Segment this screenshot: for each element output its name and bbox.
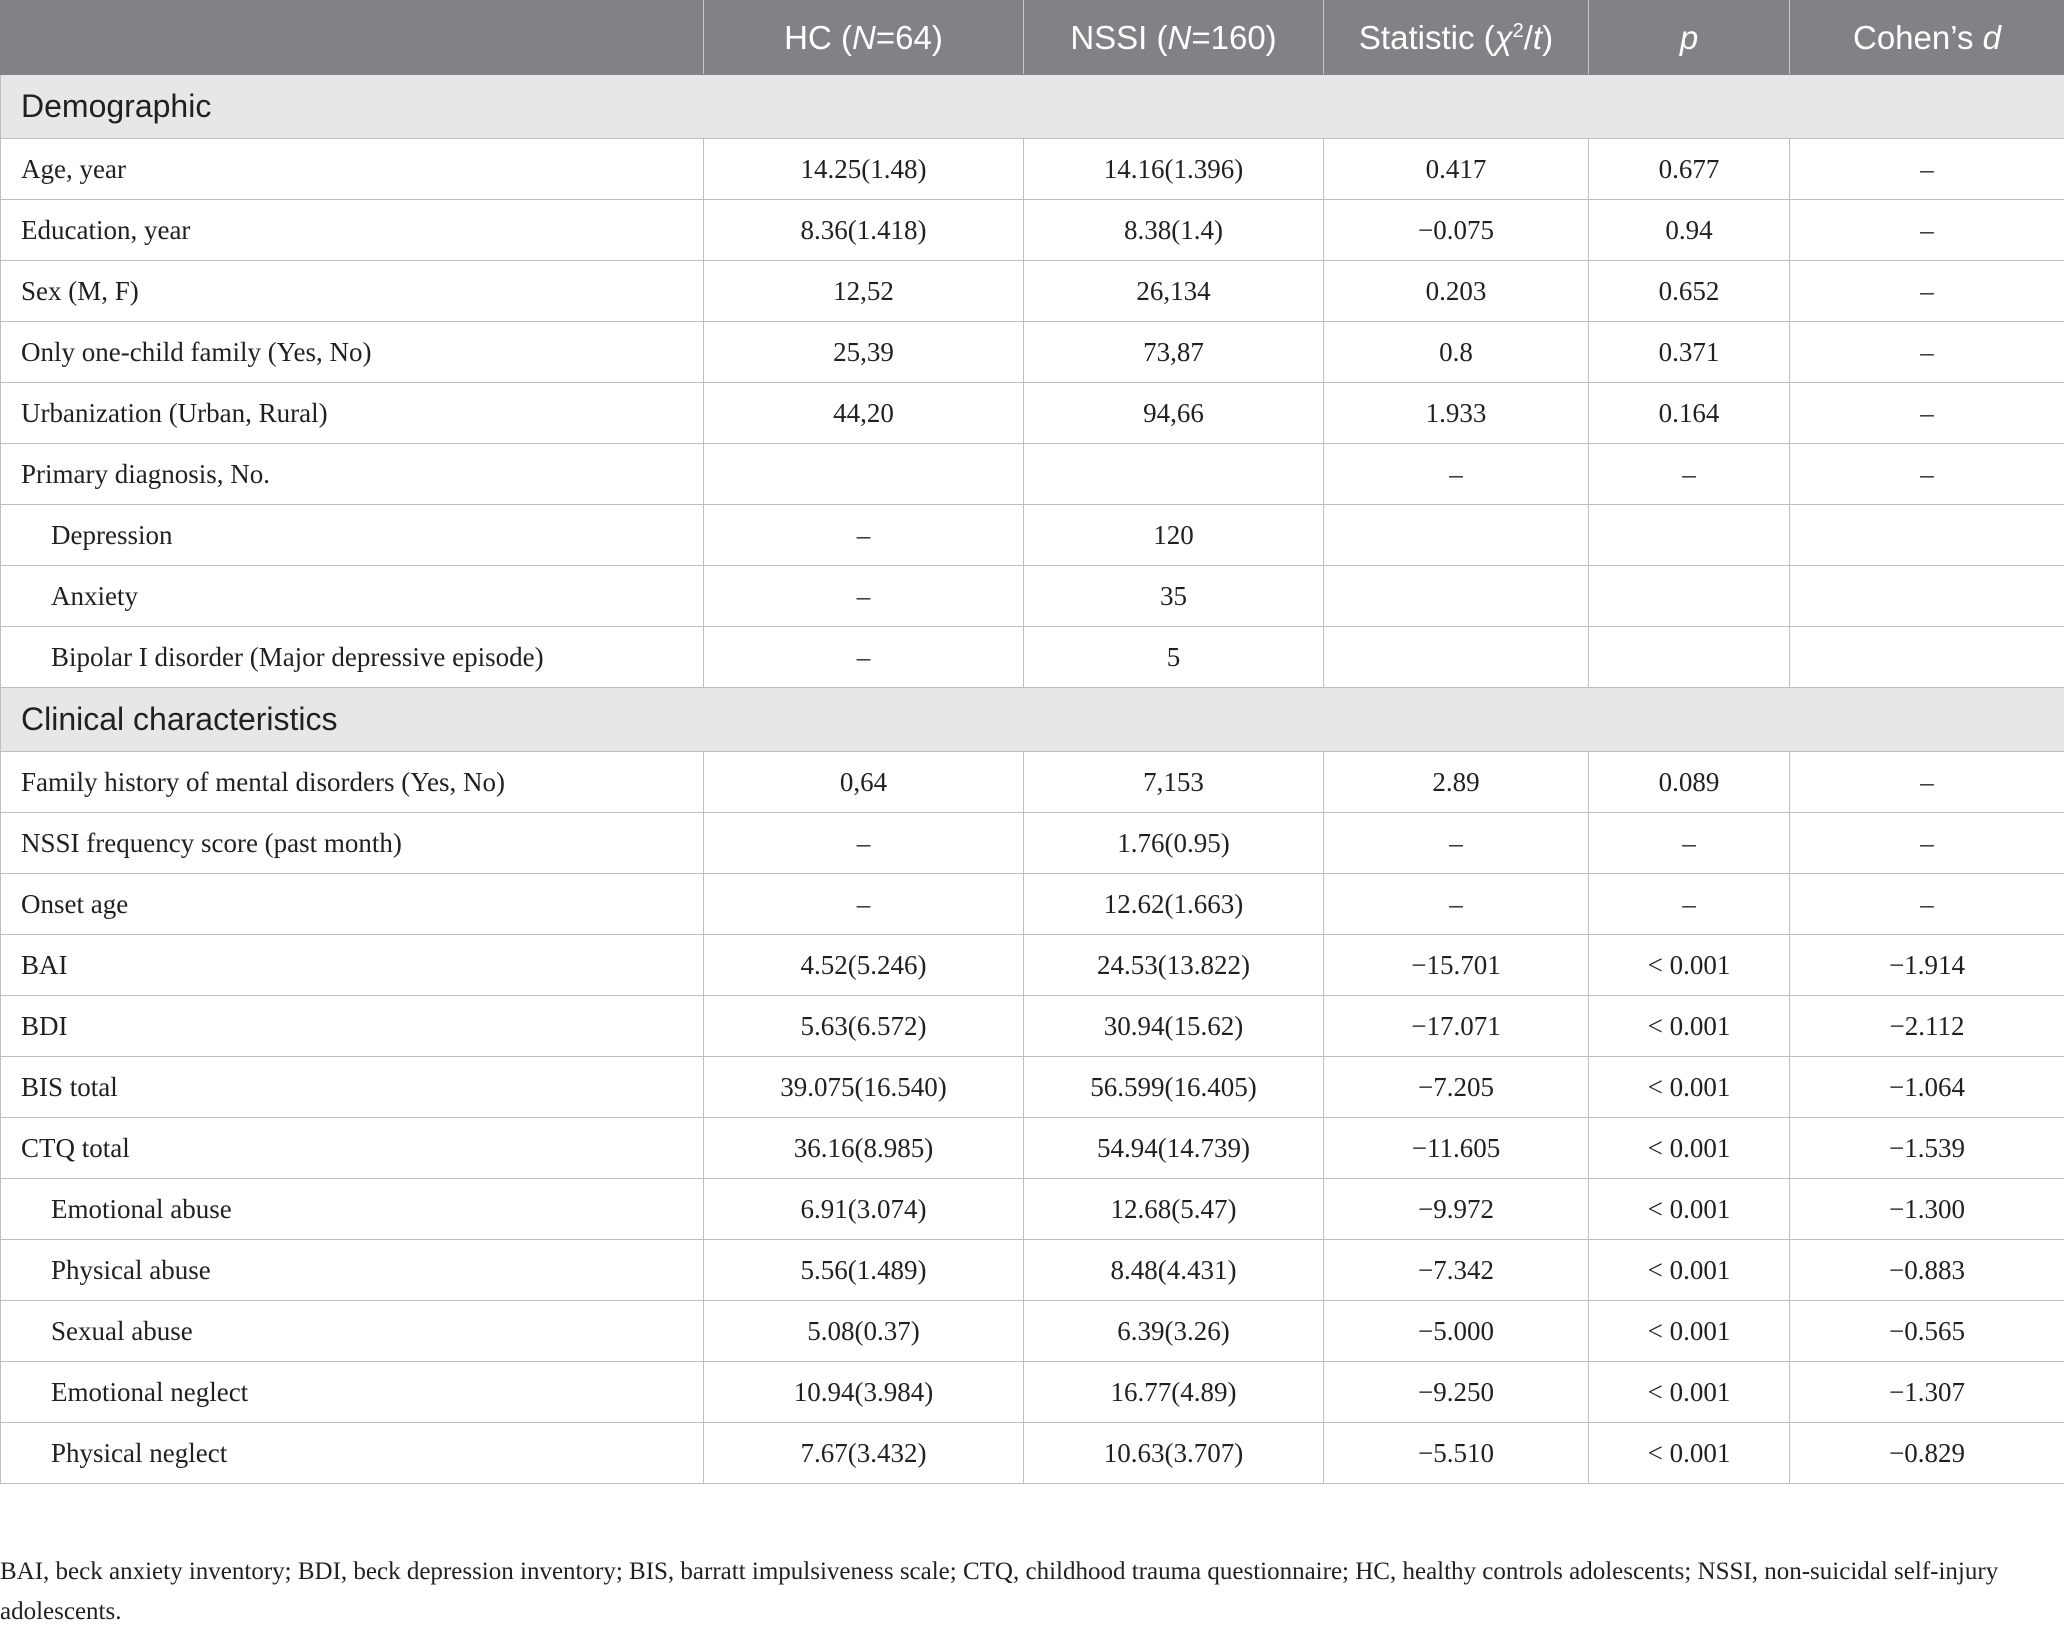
table-row bbox=[1, 200, 2064, 261]
cell-variable: CTQ total bbox=[1, 1118, 704, 1179]
cell-variable: Family history of mental disorders (Yes, No) bbox=[1, 752, 704, 813]
cell-statistic: −17.071 bbox=[1324, 996, 1589, 1057]
cell-statistic: −5.510 bbox=[1324, 1423, 1589, 1484]
table-row bbox=[1, 1362, 2064, 1423]
table-row bbox=[1, 322, 2064, 383]
cell-hc: 12,52 bbox=[704, 261, 1024, 322]
cell-p: < 0.001 bbox=[1589, 1057, 1790, 1118]
header-nssi-prefix: NSSI ( bbox=[1070, 18, 1168, 56]
cell-nssi: 16.77(4.89) bbox=[1024, 1362, 1324, 1423]
table-row bbox=[1, 1179, 2064, 1240]
cell-p: – bbox=[1589, 813, 1790, 874]
cell-p bbox=[1589, 566, 1790, 627]
table-row bbox=[1, 996, 2064, 1057]
cell-statistic: −9.972 bbox=[1324, 1179, 1589, 1240]
cell-nssi: 12.68(5.47) bbox=[1024, 1179, 1324, 1240]
cell-statistic: −7.205 bbox=[1324, 1057, 1589, 1118]
cell-cohen-d: – bbox=[1790, 383, 2064, 444]
cell-statistic: −11.605 bbox=[1324, 1118, 1589, 1179]
cell-cohen-d: – bbox=[1790, 874, 2064, 935]
cell-cohen-d: – bbox=[1790, 200, 2064, 261]
table-row bbox=[1, 813, 2064, 874]
table-footnote: BAI, beck anxiety inventory; BDI, beck depression inventory; BIS, barratt impulsiveness scale; CTQ, childhood trauma questionnaire; HC, healthy controls adolescents; NSSI, non-suicidal self-injury adolescents. bbox=[0, 1558, 1999, 1625]
header-nssi-n: N bbox=[1167, 18, 1192, 56]
header-stat-suffix: ) bbox=[1542, 18, 1554, 56]
cell-nssi: 56.599(16.405) bbox=[1024, 1057, 1324, 1118]
cell-variable: NSSI frequency score (past month) bbox=[1, 813, 704, 874]
cell-p: < 0.001 bbox=[1589, 996, 1790, 1057]
cell-hc: 6.91(3.074) bbox=[704, 1179, 1024, 1240]
cell-variable: Age, year bbox=[1, 139, 704, 200]
table-row bbox=[1, 383, 2064, 444]
cell-cohen-d: – bbox=[1790, 752, 2064, 813]
cell-hc bbox=[704, 444, 1024, 505]
cell-hc: 39.075(16.540) bbox=[704, 1057, 1024, 1118]
cell-nssi: 5 bbox=[1024, 627, 1324, 688]
cell-p: 0.652 bbox=[1589, 261, 1790, 322]
cell-variable: Emotional abuse bbox=[1, 1179, 704, 1240]
table-row bbox=[1, 935, 2064, 996]
cell-statistic: −0.075 bbox=[1324, 200, 1589, 261]
cell-nssi: 120 bbox=[1024, 505, 1324, 566]
cell-cohen-d: −1.914 bbox=[1790, 935, 2064, 996]
cell-variable: Primary diagnosis, No. bbox=[1, 444, 704, 505]
cell-p: < 0.001 bbox=[1589, 1301, 1790, 1362]
cell-nssi: 73,87 bbox=[1024, 322, 1324, 383]
cell-nssi: 8.48(4.431) bbox=[1024, 1240, 1324, 1301]
table-row bbox=[1, 752, 2064, 813]
cell-p: 0.677 bbox=[1589, 139, 1790, 200]
cell-cohen-d: −1.064 bbox=[1790, 1057, 2064, 1118]
cell-p: 0.94 bbox=[1589, 200, 1790, 261]
cell-cohen-d: – bbox=[1790, 261, 2064, 322]
header-p-label: p bbox=[1679, 18, 1699, 56]
cell-nssi: 1.76(0.95) bbox=[1024, 813, 1324, 874]
cell-nssi: 24.53(13.822) bbox=[1024, 935, 1324, 996]
cell-p: – bbox=[1589, 444, 1790, 505]
header-cohen bbox=[1790, 1, 2064, 75]
cell-hc: 5.56(1.489) bbox=[704, 1240, 1024, 1301]
cell-statistic: 2.89 bbox=[1324, 752, 1589, 813]
cell-nssi: 6.39(3.26) bbox=[1024, 1301, 1324, 1362]
header-hc-suffix: =64) bbox=[875, 18, 943, 56]
cell-nssi: 26,134 bbox=[1024, 261, 1324, 322]
table-row bbox=[1, 1240, 2064, 1301]
header-stat-sup: 2 bbox=[1512, 19, 1524, 42]
cell-hc: – bbox=[704, 813, 1024, 874]
table-row bbox=[1, 444, 2064, 505]
cell-nssi: 8.38(1.4) bbox=[1024, 200, 1324, 261]
cell-p bbox=[1589, 505, 1790, 566]
header-variable bbox=[1, 1, 704, 75]
cell-nssi: 10.63(3.707) bbox=[1024, 1423, 1324, 1484]
cell-p: < 0.001 bbox=[1589, 1362, 1790, 1423]
cell-p: 0.164 bbox=[1589, 383, 1790, 444]
cell-hc: 36.16(8.985) bbox=[704, 1118, 1024, 1179]
table-row bbox=[1, 874, 2064, 935]
cell-variable: Physical neglect bbox=[1, 1423, 704, 1484]
cell-statistic: 0.417 bbox=[1324, 139, 1589, 200]
cell-nssi: 54.94(14.739) bbox=[1024, 1118, 1324, 1179]
cell-hc: – bbox=[704, 874, 1024, 935]
cell-variable: Physical abuse bbox=[1, 1240, 704, 1301]
cell-cohen-d: −1.300 bbox=[1790, 1179, 2064, 1240]
cell-hc: 25,39 bbox=[704, 322, 1024, 383]
cell-p: 0.089 bbox=[1589, 752, 1790, 813]
cell-cohen-d: – bbox=[1790, 322, 2064, 383]
header-stat-prefix: Statistic ( bbox=[1358, 18, 1495, 56]
cell-cohen-d bbox=[1790, 627, 2064, 688]
cell-statistic: – bbox=[1324, 813, 1589, 874]
cell-variable: BDI bbox=[1, 996, 704, 1057]
cell-hc: 8.36(1.418) bbox=[704, 200, 1024, 261]
cell-variable: BIS total bbox=[1, 1057, 704, 1118]
table-row bbox=[1, 261, 2064, 322]
cell-statistic: −7.342 bbox=[1324, 1240, 1589, 1301]
cell-cohen-d bbox=[1790, 505, 2064, 566]
header-cohen-prefix: Cohen’s bbox=[1852, 18, 1983, 56]
table-row bbox=[1, 566, 2064, 627]
cell-hc: 0,64 bbox=[704, 752, 1024, 813]
cell-nssi: 14.16(1.396) bbox=[1024, 139, 1324, 200]
header-stat-chi: χ bbox=[1494, 18, 1513, 56]
cell-p: < 0.001 bbox=[1589, 935, 1790, 996]
cell-cohen-d: −2.112 bbox=[1790, 996, 2064, 1057]
cell-cohen-d: −0.829 bbox=[1790, 1423, 2064, 1484]
cell-statistic: 1.933 bbox=[1324, 383, 1589, 444]
table-header bbox=[1, 1, 2064, 75]
header-p bbox=[1589, 1, 1790, 75]
table-row bbox=[1, 139, 2064, 200]
cell-variable: Bipolar I disorder (Major depressive episode) bbox=[1, 627, 704, 688]
cell-nssi: 7,153 bbox=[1024, 752, 1324, 813]
cell-cohen-d: −0.883 bbox=[1790, 1240, 2064, 1301]
header-nssi-suffix: =160) bbox=[1191, 18, 1277, 56]
cell-nssi bbox=[1024, 444, 1324, 505]
table-body bbox=[1, 75, 2064, 1484]
cell-p: – bbox=[1589, 874, 1790, 935]
cell-cohen-d: – bbox=[1790, 813, 2064, 874]
table-row bbox=[1, 1423, 2064, 1484]
cell-hc: – bbox=[704, 627, 1024, 688]
header-statistic bbox=[1324, 1, 1589, 75]
cell-statistic: −15.701 bbox=[1324, 935, 1589, 996]
cell-hc: 10.94(3.984) bbox=[704, 1362, 1024, 1423]
cell-nssi: 30.94(15.62) bbox=[1024, 996, 1324, 1057]
table-row bbox=[1, 627, 2064, 688]
header-row bbox=[1, 1, 2064, 75]
header-stat-slash: / bbox=[1523, 18, 1533, 56]
table-row bbox=[1, 1301, 2064, 1362]
cell-statistic: 0.8 bbox=[1324, 322, 1589, 383]
cell-cohen-d bbox=[1790, 566, 2064, 627]
cell-variable: Anxiety bbox=[1, 566, 704, 627]
cell-p: < 0.001 bbox=[1589, 1179, 1790, 1240]
cell-hc: – bbox=[704, 505, 1024, 566]
header-stat-t: t bbox=[1532, 18, 1543, 56]
section-title: Demographic bbox=[1, 75, 2064, 139]
cell-statistic: −5.000 bbox=[1324, 1301, 1589, 1362]
table-row bbox=[1, 1118, 2064, 1179]
cell-nssi: 94,66 bbox=[1024, 383, 1324, 444]
section-title: Clinical characteristics bbox=[1, 688, 2064, 752]
cell-cohen-d: – bbox=[1790, 139, 2064, 200]
cell-statistic: – bbox=[1324, 874, 1589, 935]
cell-p: < 0.001 bbox=[1589, 1118, 1790, 1179]
cell-p: < 0.001 bbox=[1589, 1240, 1790, 1301]
cell-variable: Sex (M, F) bbox=[1, 261, 704, 322]
cell-p: < 0.001 bbox=[1589, 1423, 1790, 1484]
cell-statistic bbox=[1324, 505, 1589, 566]
cell-hc: 44,20 bbox=[704, 383, 1024, 444]
header-hc bbox=[704, 1, 1024, 75]
cell-nssi: 12.62(1.663) bbox=[1024, 874, 1324, 935]
cell-hc: 5.63(6.572) bbox=[704, 996, 1024, 1057]
cell-variable: Only one-child family (Yes, No) bbox=[1, 322, 704, 383]
cell-variable: Onset age bbox=[1, 874, 704, 935]
cell-statistic: 0.203 bbox=[1324, 261, 1589, 322]
cell-variable: BAI bbox=[1, 935, 704, 996]
table-row bbox=[1, 505, 2064, 566]
cell-nssi: 35 bbox=[1024, 566, 1324, 627]
cell-statistic bbox=[1324, 627, 1589, 688]
cell-p: 0.371 bbox=[1589, 322, 1790, 383]
cell-variable: Sexual abuse bbox=[1, 1301, 704, 1362]
header-hc-n: N bbox=[852, 18, 876, 56]
cell-variable: Emotional neglect bbox=[1, 1362, 704, 1423]
cell-variable: Urbanization (Urban, Rural) bbox=[1, 383, 704, 444]
cell-hc: 14.25(1.48) bbox=[704, 139, 1024, 200]
table-row bbox=[1, 1057, 2064, 1118]
header-nssi bbox=[1024, 1, 1324, 75]
cell-hc: 5.08(0.37) bbox=[704, 1301, 1024, 1362]
cell-variable: Depression bbox=[1, 505, 704, 566]
header-cohen-d: d bbox=[1982, 18, 2001, 56]
cell-p bbox=[1589, 627, 1790, 688]
cell-hc: 4.52(5.246) bbox=[704, 935, 1024, 996]
cell-statistic bbox=[1324, 566, 1589, 627]
cell-variable: Education, year bbox=[1, 200, 704, 261]
cell-cohen-d: −1.539 bbox=[1790, 1118, 2064, 1179]
cell-cohen-d: – bbox=[1790, 444, 2064, 505]
section-header-row bbox=[1, 75, 2064, 139]
cell-hc: 7.67(3.432) bbox=[704, 1423, 1024, 1484]
cell-statistic: – bbox=[1324, 444, 1589, 505]
cell-statistic: −9.250 bbox=[1324, 1362, 1589, 1423]
cell-cohen-d: −0.565 bbox=[1790, 1301, 2064, 1362]
cell-hc: – bbox=[704, 566, 1024, 627]
cell-cohen-d: −1.307 bbox=[1790, 1362, 2064, 1423]
section-header-row bbox=[1, 688, 2064, 752]
header-hc-prefix: HC ( bbox=[784, 18, 852, 56]
